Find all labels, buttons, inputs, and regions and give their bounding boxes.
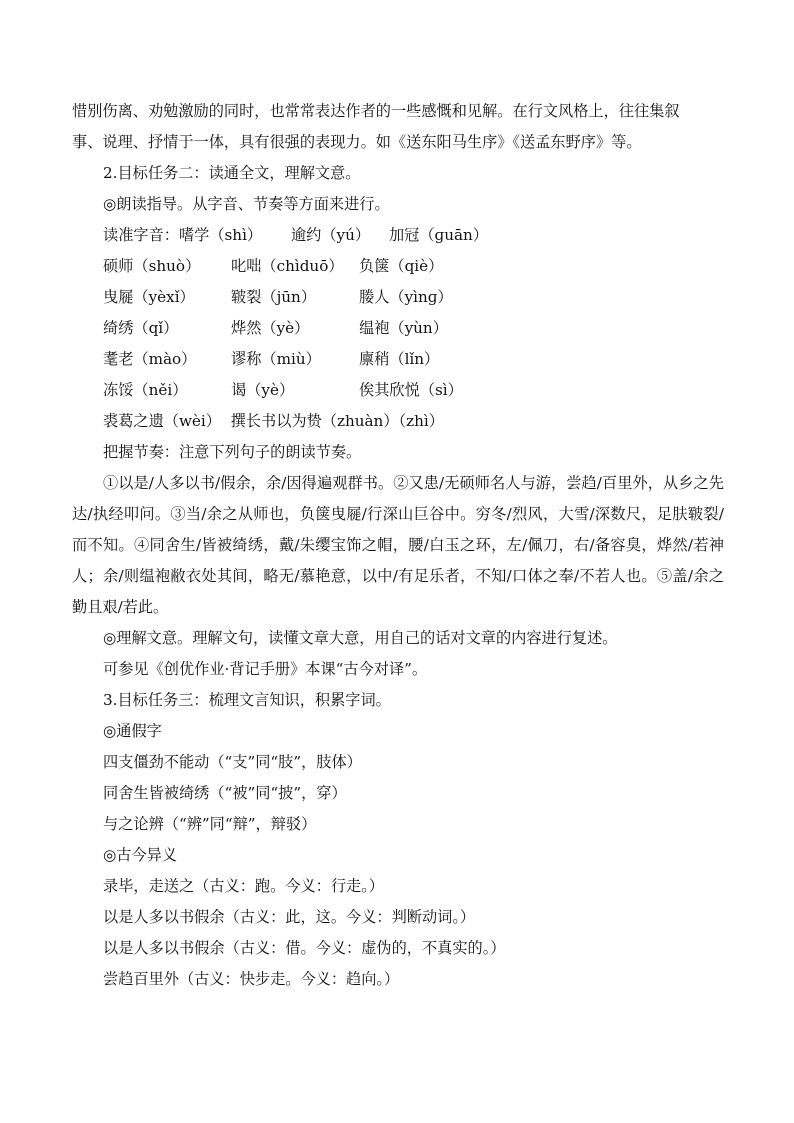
pronunciation-intro: 读准字音：: [103, 226, 179, 244]
pronunciation-item: 谒（yè）: [231, 381, 295, 399]
gujin-item: 录毕，走送之（古义：跑。今义：行走。）: [103, 877, 384, 895]
pronunciation-item: 耄老（mào）: [103, 350, 197, 368]
pronunciation-row: [72, 282, 724, 313]
pronunciation-item: 烨然（yè）: [231, 319, 310, 337]
document-page: [72, 96, 724, 995]
intro-line-2: 事、说理、抒情于一体，具有很强的表现力。如《送东阳马生序》《送孟东野序》等。: [72, 133, 642, 151]
pronunciation-row: [72, 375, 724, 406]
gujin-item: 以是人多以书假余（古义：此，这。今义：判断动词。）: [103, 908, 476, 926]
tongjia-heading: ◎通假字: [103, 722, 162, 740]
intro-line-1: 惜别伤离、劝勉激励的同时，也常常表达作者的一些感慨和见解。在行文风格上，往往集叙: [72, 102, 680, 120]
rhythm-paragraph: ①以是/人多以书/假余，余/因得遍观群书。②又患/无硕师名人与游，尝趋/百里外，从乡之先达/执经叩问。③当/余之从师也，负箧曳屣/行深山巨谷中。穷冬/烈风，大雪/深数尺，足肤皲裂/而不知。④同舍生/皆被绮绣，戴/朱缨宝饰之帽，腰/白玉之环，左/佩刀，右/备容臭，烨然/若神人；余/则缊袍敝衣处其间，略无/慕艳意，以中/有足乐者，不知/口体之奉/不若人也。⑤盖/余之勤且艰/若此。: [72, 474, 724, 616]
pronunciation-row-first: [72, 220, 724, 251]
pronunciation-row: [72, 251, 724, 282]
pronunciation-item: 冻馁（něi）: [103, 381, 188, 399]
tongjia-item: 与之论辨（“辨”同“辩”，辩驳）: [103, 815, 317, 833]
understand-meaning: ◎理解文意。理解文句，读懂文章大意，用自己的话对文章的内容进行复述。: [103, 629, 618, 647]
pronunciation-item: 廪稍（lǐn）: [359, 350, 440, 368]
pronunciation-item: 加冠（ɡuān）: [388, 226, 489, 244]
pronunciation-item: 俟其欣悦（sì）: [359, 381, 463, 399]
reading-guide: ◎朗读指导。从字音、节奏等方面来进行。: [103, 195, 390, 213]
gujin-item: 以是人多以书假余（古义：借。今义：虚伪的，不真实的。）: [103, 939, 506, 957]
pronunciation-item: 负箧（qiè）: [359, 257, 444, 275]
pronunciation-item: 皲裂（jūn）: [231, 288, 317, 306]
pronunciation-item: 绮绣（qǐ）: [103, 319, 179, 337]
tongjia-item: 四支僵劲不能动（“支”同“肢”，肢体）: [103, 753, 362, 771]
pronunciation-item: 硕师（shuò）: [103, 257, 201, 275]
pronunciation-row: [72, 313, 724, 344]
task3-heading: 3.目标任务三：梳理文言知识，积累字词。: [103, 691, 391, 709]
pronunciation-row: [72, 344, 724, 375]
tongjia-item: 同舍生皆被绮绣（“被”同“披”，穿）: [103, 784, 347, 802]
rhythm-intro: 把握节奏：注意下列句子的朗读节奏。: [103, 443, 362, 461]
pronunciation-item: 谬称（miù）: [231, 350, 321, 368]
pronunciation-item: 缊袍（yùn）: [359, 319, 448, 337]
reference-note: 可参见《创优作业·背记手册》本课“古今对译”。: [103, 660, 428, 678]
pronunciation-row-last: 裘葛之遗（wèi） 撰长书以为贽（zhuàn）（zhì）: [103, 412, 444, 430]
pronunciation-item: 曳屣（yèxǐ）: [103, 288, 195, 306]
pronunciation-item: 嗜学（shì）: [178, 226, 263, 244]
pronunciation-item: 逾约（yú）: [290, 226, 371, 244]
pronunciation-item: 叱咄（chìduō）: [231, 257, 344, 275]
pronunciation-item: 媵人（yìnɡ）: [359, 288, 453, 306]
task2-heading: 2.目标任务二：读通全文，理解文意。: [103, 164, 361, 182]
gujin-heading: ◎古今异义: [103, 846, 178, 864]
gujin-item: 尝趋百里外（古义：快步走。今义：趋向。）: [103, 970, 400, 988]
